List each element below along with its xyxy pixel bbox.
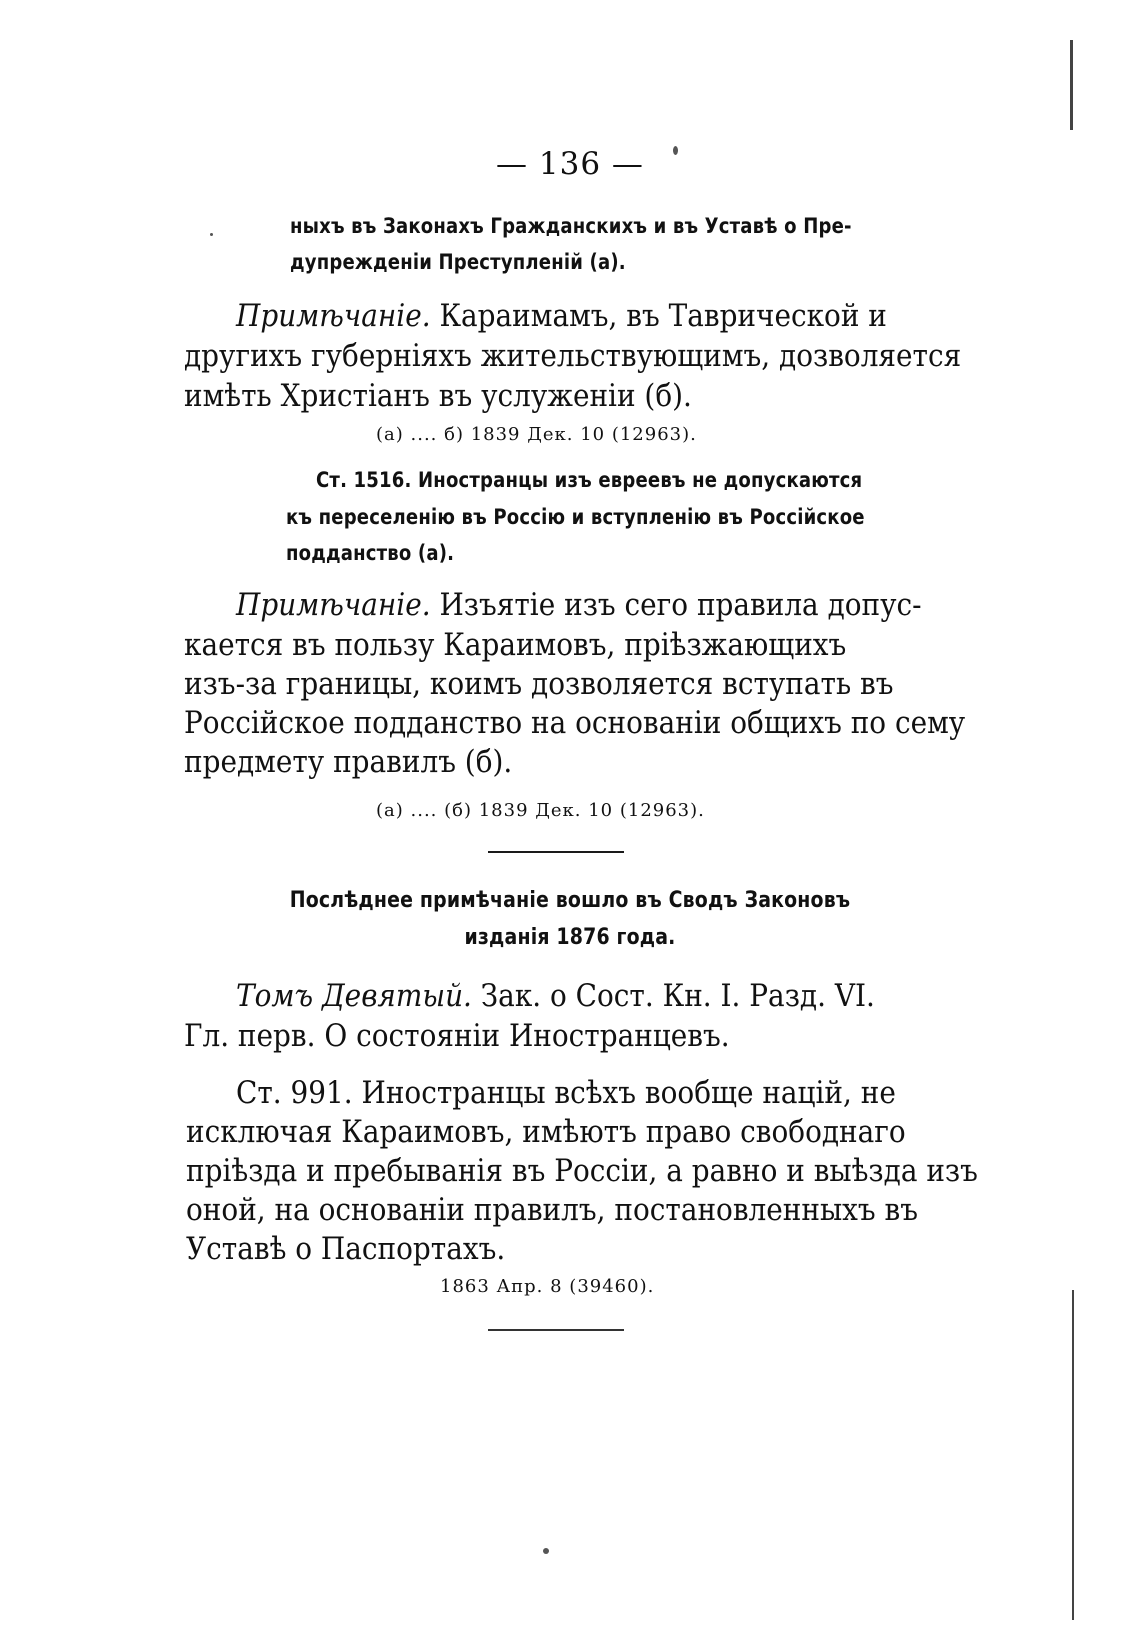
article-text-line: къ переселенію въ Россію и вступленію въ Россійское bbox=[286, 505, 865, 529]
volume-reference-line bbox=[236, 978, 875, 1014]
scan-edge-line bbox=[1072, 1290, 1074, 1620]
note-text: Караимамъ, въ Таврической и bbox=[439, 298, 887, 334]
note-label: Примѣчаніе. bbox=[236, 298, 431, 334]
article-text-line: подданство (а). bbox=[286, 541, 455, 565]
article-text-line: пріѣзда и пребыванія въ Россіи, а равно и выѣзда изъ bbox=[186, 1153, 978, 1189]
article-text-line: оной, на основаніи правилъ, постановленныхъ въ bbox=[186, 1192, 918, 1228]
article-text-line: Ст. 1516. Иностранцы изъ евреевъ не допускаются bbox=[316, 468, 863, 492]
note-paragraph-line: другихъ губерніяхъ жительствующимъ, дозволяется bbox=[184, 338, 962, 374]
section-heading-line: изданія 1876 года. bbox=[464, 925, 676, 950]
section-divider bbox=[488, 1329, 624, 1331]
article-text-line: Ст. 991. Иностранцы всѣхъ вообще націй, не bbox=[236, 1075, 896, 1111]
volume-reference-line: Гл. перв. О состояніи Иностранцевъ. bbox=[184, 1018, 730, 1054]
note-label: Примѣчаніе. bbox=[236, 587, 431, 623]
note-paragraph-line: кается въ пользу Караимовъ, пріѣзжающихъ bbox=[184, 627, 847, 663]
note-paragraph-line bbox=[236, 587, 922, 623]
section-divider bbox=[488, 851, 624, 853]
citation: (а) .... б) 1839 Дек. 10 (12963). bbox=[376, 424, 697, 445]
note-paragraph-line: предмету правилъ (б). bbox=[184, 744, 513, 780]
scan-edge-line bbox=[1070, 40, 1073, 130]
volume-label: Томъ Девятый. bbox=[236, 978, 472, 1014]
continuation-text-line: ныхъ въ Законахъ Гражданскихъ и въ Уставѣ о Пре- bbox=[290, 214, 852, 238]
ink-speck bbox=[543, 1548, 549, 1554]
article-text-line: исключая Караимовъ, имѣютъ право свободнаго bbox=[186, 1114, 906, 1150]
note-paragraph-line: имѣть Христіанъ въ услуженіи (б). bbox=[184, 378, 692, 414]
note-paragraph-line: Россійское подданство на основаніи общихъ по сему bbox=[184, 705, 966, 741]
article-text-line: Уставѣ о Паспортахъ. bbox=[186, 1231, 506, 1267]
continuation-text-line: дупрежденіи Преступленій (а). bbox=[290, 250, 626, 274]
note-text: Изъятіе изъ сего правила допус- bbox=[439, 587, 922, 623]
citation: (а) .... (б) 1839 Дек. 10 (12963). bbox=[376, 800, 705, 821]
page-number: — 136 — bbox=[496, 146, 644, 182]
volume-text: Зак. о Сост. Кн. I. Разд. VI. bbox=[480, 978, 875, 1014]
section-heading-line: Послѣднее примѣчаніе вошло въ Сводъ Законовъ bbox=[289, 888, 851, 913]
note-paragraph-line bbox=[236, 298, 887, 334]
ink-speck bbox=[210, 233, 213, 236]
note-paragraph-line: изъ-за границы, коимъ дозволяется вступать въ bbox=[184, 666, 894, 702]
citation: 1863 Апр. 8 (39460). bbox=[440, 1276, 655, 1297]
